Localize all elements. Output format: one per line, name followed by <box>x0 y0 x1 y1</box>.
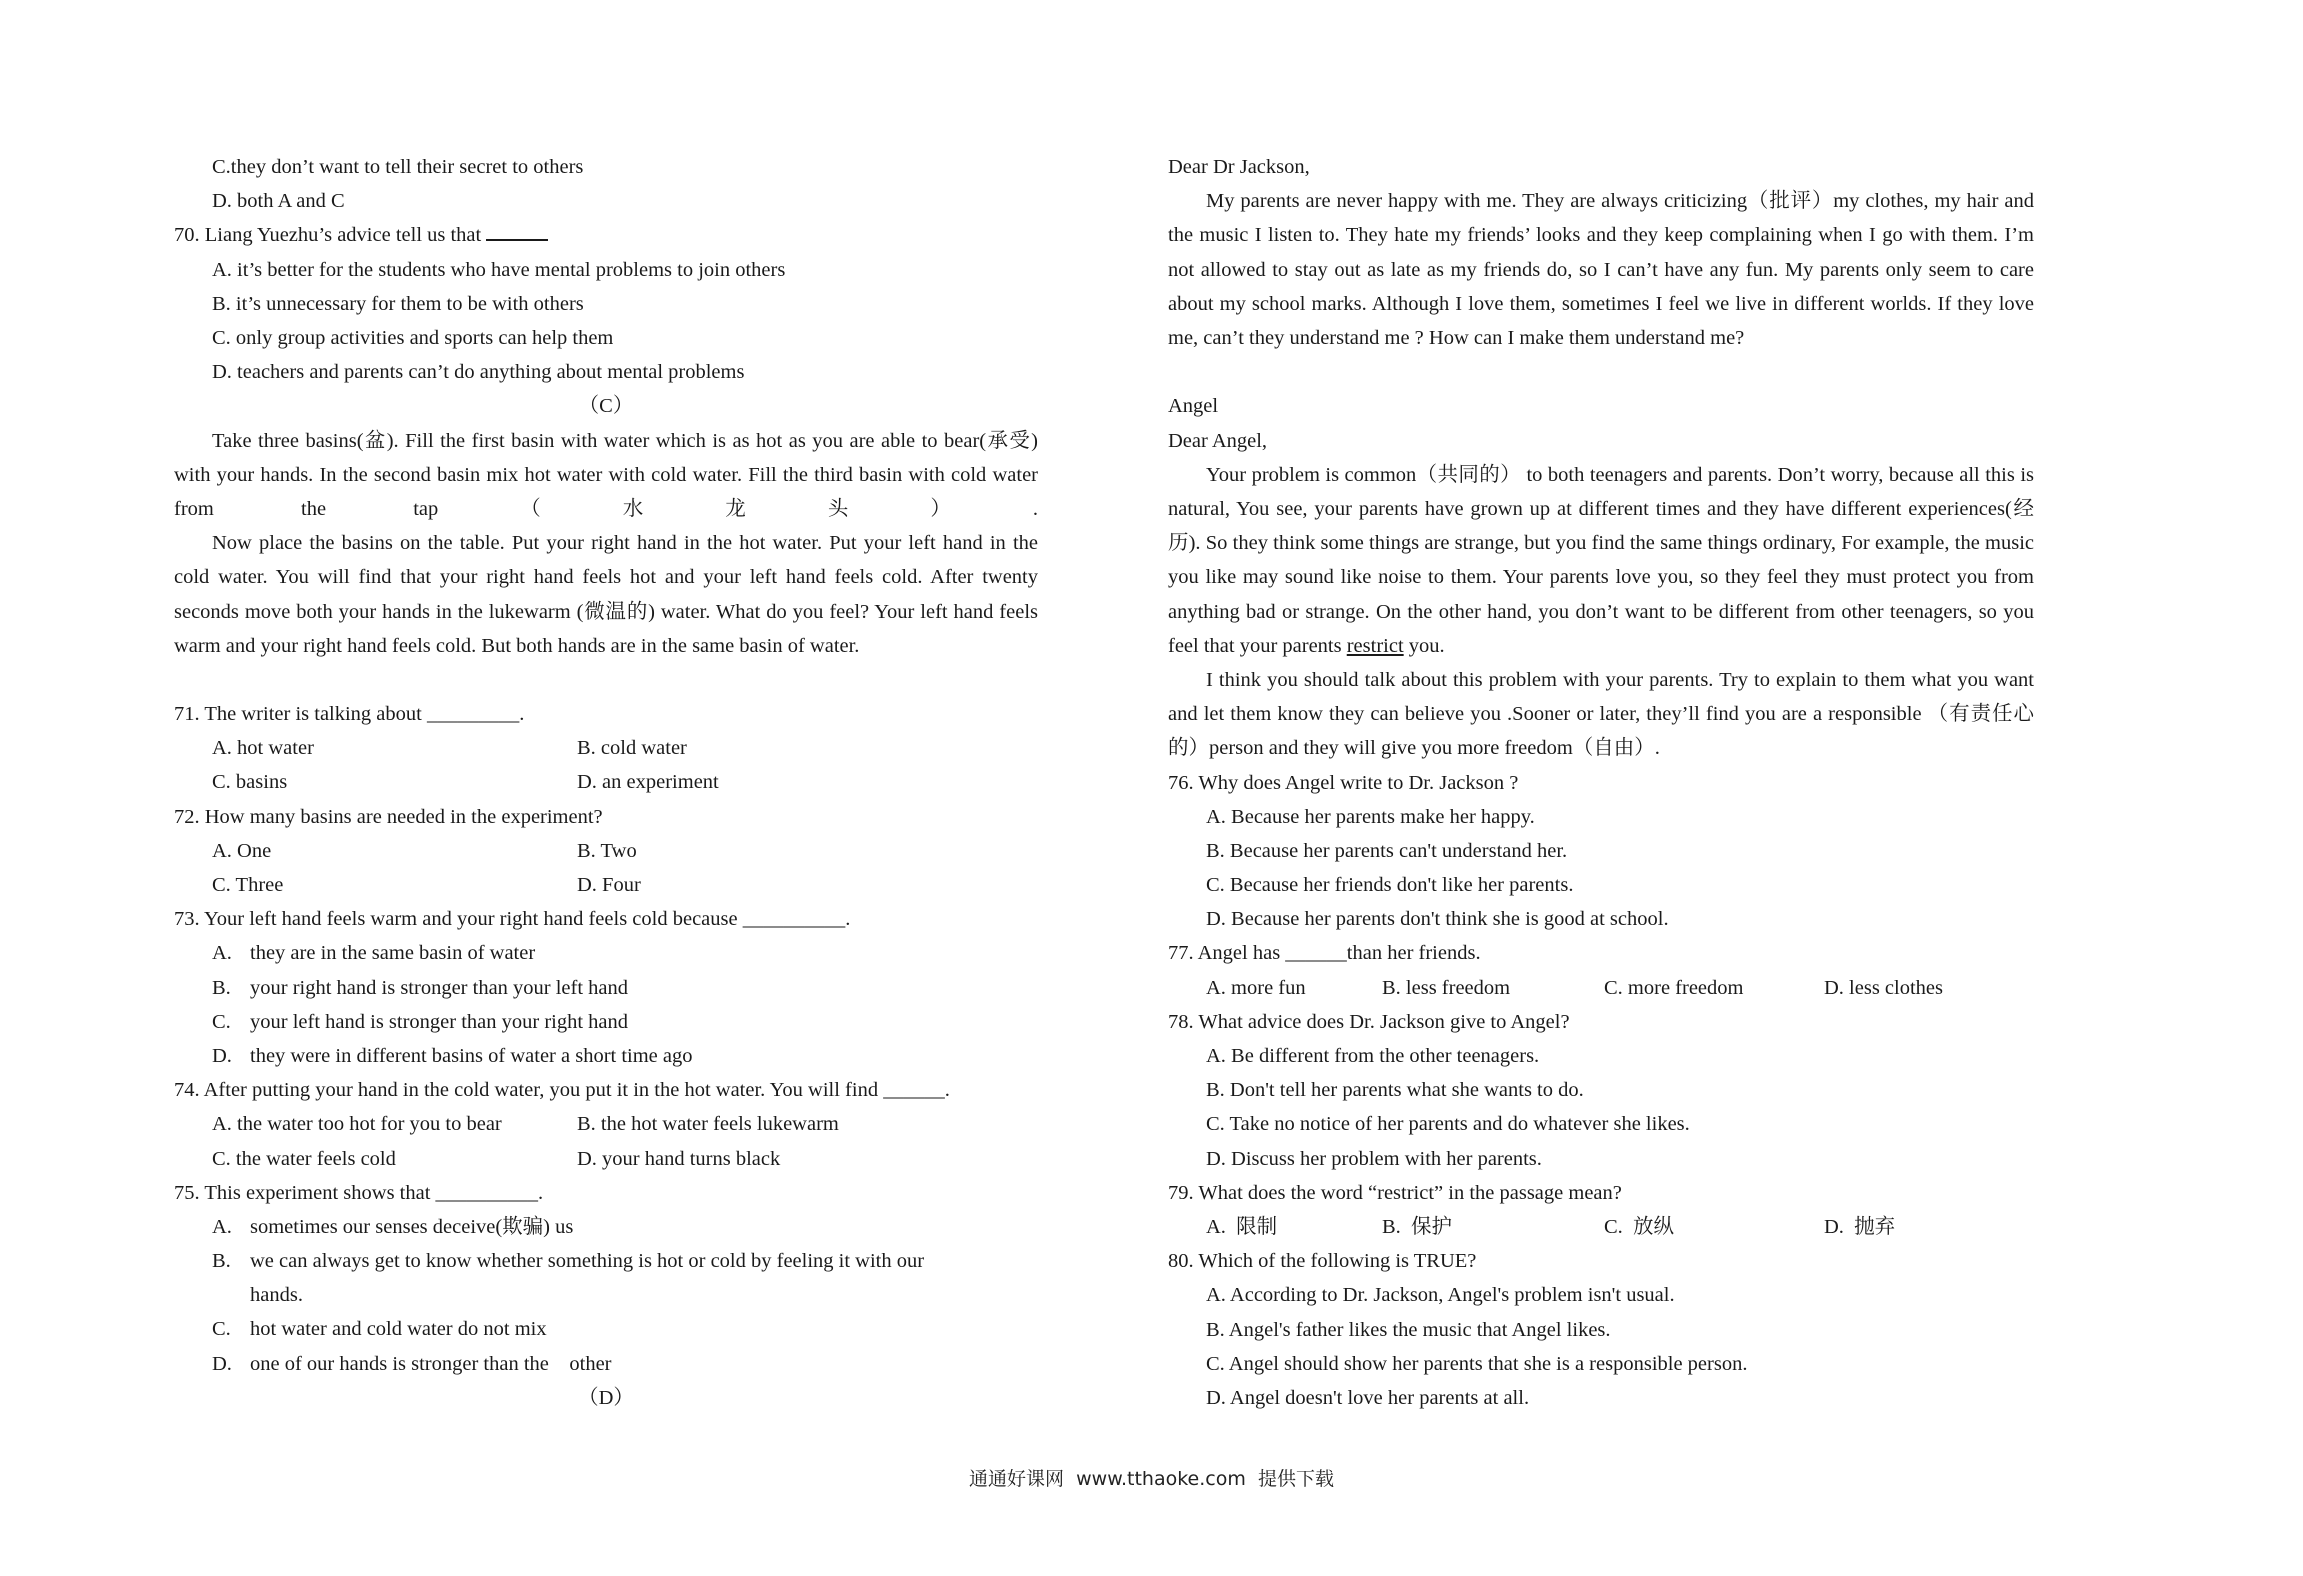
q70-option-d: D. teachers and parents can’t do anything about mental problems <box>212 361 745 384</box>
q78-option-c: C. Take no notice of her parents and do whatever she likes. <box>1206 1113 1690 1136</box>
letter2-paragraph-2: I think you should talk about this problem with your parents. Try to explain to them what you want and let them know they can believe you .Sooner or later, they’ll find you are a responsible （有责任心的）person and they will give you more freedom（自由）. <box>1168 668 2034 760</box>
section-c-heading: （C） <box>578 395 634 418</box>
q75-stem: 75. This experiment shows that __________. <box>174 1181 544 1204</box>
q76-option-c: C. Because her friends don't like her parents. <box>1206 874 1574 897</box>
section-d-heading: （D） <box>578 1386 634 1409</box>
q75-option-a: A. sometimes our senses deceive(欺骗) us <box>212 1215 574 1238</box>
q71-option-a: A. hot water <box>212 737 314 760</box>
letter2-greeting: Dear Angel, <box>1168 429 1268 452</box>
q80-option-d: D. Angel doesn't love her parents at all. <box>1206 1386 1530 1409</box>
q78-option-a: A. Be different from the other teenagers. <box>1206 1045 1540 1068</box>
passage-c-paragraph-2: Now place the basins on the table. Put your right hand in the hot water. Put your left hand in the cold water. You will find that your right hand feels hot and your left hand feels cold. After twenty seconds move both your hands in the lukewarm (微温的) water. What do you feel? Your left hand feels warm and your right hand feels cold. But both hands are in the same basin of water. <box>174 532 1038 657</box>
q73-option-b: B. your right hand is stronger than your left hand <box>212 976 629 999</box>
q73-option-c: C. your left hand is stronger than your right hand <box>212 1010 629 1033</box>
q71-option-d: D. an experiment <box>577 771 719 794</box>
q72-options-row-2 <box>174 868 1038 902</box>
q74-options-row-2 <box>174 1142 1038 1176</box>
q70-option-c: C. only group activities and sports can help them <box>212 326 614 349</box>
q76-option-a: A. Because her parents make her happy. <box>1206 805 1535 828</box>
q76-option-b: B. Because her parents can't understand her. <box>1206 839 1568 862</box>
q77-option-d: D. less clothes <box>1824 976 1943 999</box>
q79-option-a: A. 限制 <box>1206 1215 1278 1238</box>
q75-option-d: D. one of our hands is stronger than the other <box>212 1352 612 1375</box>
q72-option-d: D. Four <box>577 874 641 897</box>
q80-option-a: A. According to Dr. Jackson, Angel's problem isn't usual. <box>1206 1284 1675 1307</box>
q71-options-row-2 <box>174 765 1038 799</box>
q71-option-c: C. basins <box>212 771 288 794</box>
q72-option-b: B. Two <box>577 839 637 862</box>
restrict-underlined-word: restrict <box>1346 634 1404 657</box>
q79-option-c: C. 放纵 <box>1604 1215 1675 1238</box>
q77-option-c: C. more freedom <box>1604 976 1744 999</box>
q75-option-c: C. hot water and cold water do not mix <box>212 1318 547 1341</box>
letter2-paragraph-1: Your problem is common（共同的） to both teenagers and parents. Don’t worry, because all this is natural, You see, your parents have grown up at different times and they have different experiences(经历). So they think some things are strange, but you find the same things ordinary, For example, the music you like may sound like noise to them. Your parents love you, so they feel they must protect you from anything bad or strange. On the other hand, you don’t want to be different from other teenagers, so you feel that your parents restrict you. <box>1168 463 2034 657</box>
q72-option-c: C. Three <box>212 874 284 897</box>
q75-option-b: B. we can always get to know whether something is hot or cold by feeling it with our <box>212 1250 925 1273</box>
passage-c-paragraph-1: Take three basins(盆). Fill the first basin with water which is as hot as you are able to bear(承受) with your hands. In the second basin mix hot water with cold water. Fill the third basin with cold water from the tap（水龙头）. <box>174 429 1038 520</box>
q80-stem: 80. Which of the following is TRUE? <box>1168 1250 1477 1273</box>
q79-option-b: B. 保护 <box>1382 1215 1453 1238</box>
letter1-body: My parents are never happy with me. They are always criticizing（批评）my clothes, my hair and the music I listen to. They hate my friends’ looks and they keep complaining when I go with them. I’m not allowed to stay out as late as my friends do, so I can’t have any fun. My parents only seem to care about my school marks. Although I love them, sometimes I feel we live in different worlds. If they love me, can’t they understand me ? How can I make them understand me? <box>1168 190 2034 349</box>
q71-option-b: B. cold water <box>577 737 687 760</box>
q70-option-b: B. it’s unnecessary for them to be with others <box>212 292 584 315</box>
q75-option-b-continued: hands. <box>250 1284 303 1307</box>
q71-stem: 71. The writer is talking about _________. <box>174 703 525 726</box>
left-column <box>174 150 1038 1415</box>
q80-option-c: C. Angel should show her parents that she is a responsible person. <box>1206 1352 1748 1375</box>
q74-option-a: A. the water too hot for you to bear <box>212 1113 502 1136</box>
q77-options <box>1168 971 2034 1005</box>
q74-option-d: D. your hand turns black <box>577 1147 781 1170</box>
q72-options-row-1 <box>174 834 1038 868</box>
q69-option-d: D. both A and C <box>212 190 345 213</box>
q70-option-a: A. it’s better for the students who have mental problems to join others <box>212 258 786 281</box>
q78-option-b: B. Don't tell her parents what she wants to do. <box>1206 1079 1584 1102</box>
q71-options-row-1 <box>174 731 1038 765</box>
q76-stem: 76. Why does Angel write to Dr. Jackson ? <box>1168 771 1519 794</box>
q76-option-d: D. Because her parents don't think she is good at school. <box>1206 908 1669 931</box>
q77-stem: 77. Angel has ______than her friends. <box>1168 942 1481 965</box>
q77-option-b: B. less freedom <box>1382 976 1511 999</box>
q74-stem: 74. After putting your hand in the cold water, you put it in the hot water. You will find ______. <box>174 1079 950 1102</box>
q79-options <box>1168 1210 2034 1244</box>
q72-stem: 72. How many basins are needed in the experiment? <box>174 805 603 828</box>
letter1-signature: Angel <box>1168 395 1219 418</box>
q70-stem: 70. Liang Yuezhu’s advice tell us that <box>174 218 1038 252</box>
q79-stem: 79. What does the word “restrict” in the passage mean? <box>1168 1181 1622 1204</box>
q73-option-a: A. they are in the same basin of water <box>212 942 536 965</box>
q73-option-d: D. they were in different basins of water a short time ago <box>212 1044 693 1067</box>
q74-option-b: B. the hot water feels lukewarm <box>577 1113 839 1136</box>
q74-options-row-1 <box>174 1107 1038 1141</box>
q74-option-c: C. the water feels cold <box>212 1147 396 1170</box>
q80-option-b: B. Angel's father likes the music that Angel likes. <box>1206 1318 1611 1341</box>
q72-option-a: A. One <box>212 839 272 862</box>
q77-option-a: A. more fun <box>1206 976 1306 999</box>
q78-option-d: D. Discuss her problem with her parents. <box>1206 1147 1542 1170</box>
page-footer: 通通好课网 www.tthaoke.com 提供下载 <box>969 1468 1334 1490</box>
q78-stem: 78. What advice does Dr. Jackson give to Angel? <box>1168 1010 1570 1033</box>
right-column <box>1168 150 2034 1415</box>
letter1-greeting: Dear Dr Jackson, <box>1168 156 1310 178</box>
q79-option-d: D. 抛弃 <box>1824 1215 1896 1238</box>
answer-blank <box>486 219 548 241</box>
q69-option-c: C.they don’t want to tell their secret to others <box>212 156 584 178</box>
q73-stem: 73. Your left hand feels warm and your right hand feels cold because __________. <box>174 908 851 931</box>
